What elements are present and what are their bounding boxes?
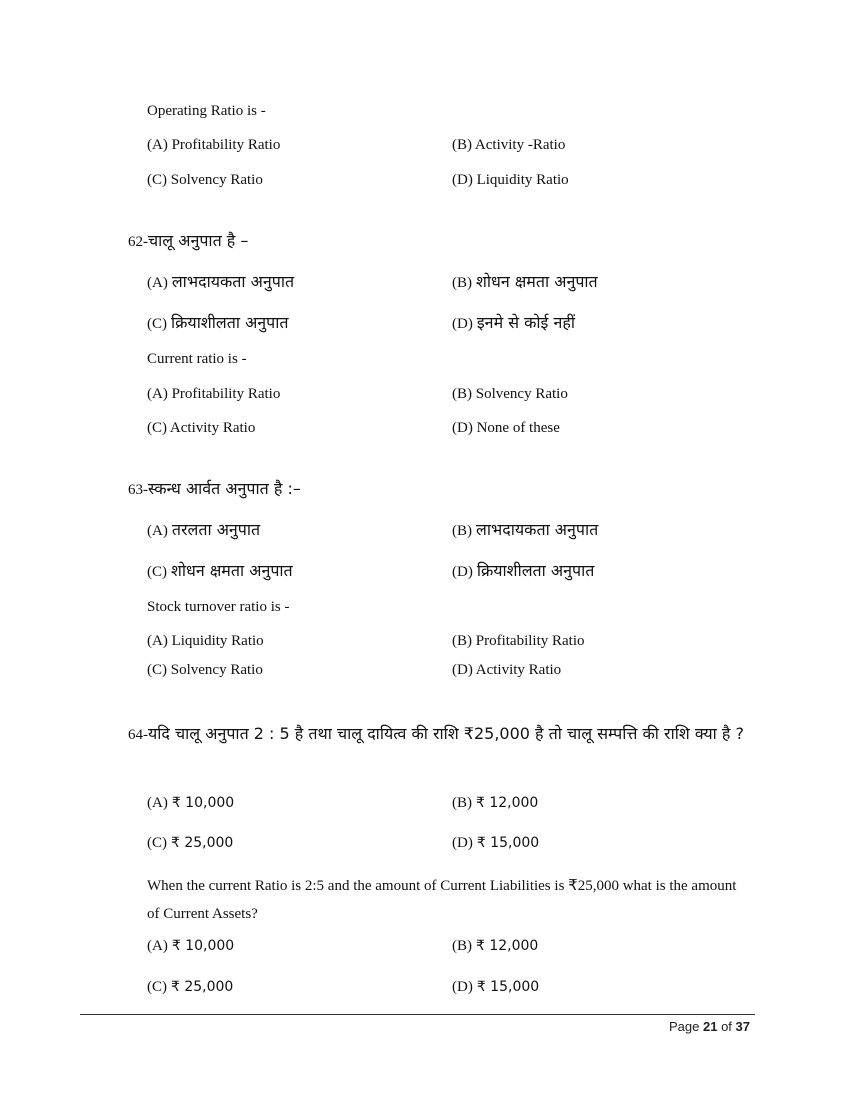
q64-en-option-a [147,937,234,955]
q64-hi-option-c [147,834,233,852]
q64-hi-option-b [452,794,538,812]
q61-en-question: Operating Ratio is - [147,103,266,119]
option-label: (C) [147,835,167,851]
option-label: (B) [452,275,472,291]
q62-hi-option-c [147,311,289,333]
q64-hi-question: यदि चालू अनुपात 2 : 5 है तथा चालू दायित्व की राशि ₹25,000 है तो चालू सम्पत्ति की राशि क्या है ? [148,724,744,743]
option-text: ₹ 12,000 [476,938,539,954]
option-label: (B) [452,795,472,811]
q61-en-option-d: (D) Liquidity Ratio [452,172,569,188]
q64-hi-option-a [147,794,234,812]
q63-hi-question: स्कन्ध आर्वत अनुपात है :– [148,479,301,498]
option-text: तरलता अनुपात [171,520,261,539]
q62-en-option-c: (C) Activity Ratio [147,420,256,436]
q62-question [128,229,248,251]
option-text: ₹ 15,000 [476,979,540,995]
option-label: (D) [452,835,473,851]
option-text: ₹ 15,000 [476,835,540,851]
option-text: ₹ 25,000 [171,979,234,995]
option-label: (C) [147,316,167,332]
q62-hi-option-b [452,270,598,292]
current-page-number: 21 [702,1019,718,1034]
option-text: ₹ 25,000 [171,835,234,851]
q64-hi-option-d [452,834,539,852]
option-text: शोधन क्षमता अनुपात [476,272,598,291]
option-text: शोधन क्षमता अनुपात [171,561,293,580]
q63-hi-option-d [452,559,594,581]
q63-hi-option-c [147,559,293,581]
of-word: of [721,1019,732,1034]
option-label: (D) [452,979,473,995]
q63-hi-option-b [452,518,598,540]
option-text: लाभदायकता अनुपात [171,272,295,291]
q62-en-option-b: (B) Solvency Ratio [452,386,568,402]
option-text: क्रियाशीलता अनुपात [171,313,289,332]
q63-question [128,477,301,499]
q64-en-option-d [452,978,539,996]
option-label: (D) [452,564,473,580]
q63-en-option-a: (A) Liquidity Ratio [147,633,264,649]
q63-en-option-d: (D) Activity Ratio [452,662,562,678]
option-label: (A) [147,523,168,539]
total-pages-number: 37 [735,1019,750,1034]
q64-en-question: When the current Ratio is 2:5 and the amount of Current Liabilities is ₹25,000 what is the amount of Current Assets? [147,878,737,922]
q62-hi-question: चालू अनुपात है – [148,231,249,250]
option-label: (A) [147,795,168,811]
option-label: (D) [452,316,473,332]
option-text: लाभदायकता अनुपात [476,520,599,539]
option-label: (B) [452,523,472,539]
q63-hi-option-a [147,518,260,540]
q61-en-option-c: (C) Solvency Ratio [147,172,263,188]
option-text: क्रियाशीलता अनुपात [476,561,595,580]
q63-en-question: Stock turnover ratio is - [147,599,290,615]
q62-hi-option-a [147,270,294,292]
option-label: (A) [147,275,168,291]
option-text: ₹ 12,000 [476,795,539,811]
q63-en-option-b: (B) Profitability Ratio [452,633,585,649]
option-text: ₹ 10,000 [171,938,235,954]
option-text: ₹ 10,000 [171,795,235,811]
q62-hi-option-d [452,311,575,333]
q62-number: 62- [128,234,148,250]
q64-question [128,718,750,751]
option-label: (B) [452,938,472,954]
q64-number: 64- [128,727,148,743]
q63-en-option-c: (C) Solvency Ratio [147,662,263,678]
footer-divider [80,1014,755,1015]
option-label: (C) [147,979,167,995]
q62-en-option-d: (D) None of these [452,420,560,436]
q64-en-option-b [452,937,538,955]
option-label: (A) [147,938,168,954]
page-word: Page [668,1019,700,1034]
q62-en-question: Current ratio is - [147,351,247,367]
q62-en-option-a: (A) Profitability Ratio [147,386,281,402]
q64-en-option-c [147,978,233,996]
page-footer [669,1019,750,1034]
q61-en-option-a: (A) Profitability Ratio [147,137,281,153]
q63-number: 63- [128,482,148,498]
option-text: इनमे से कोई नहीं [476,313,576,332]
option-label: (C) [147,564,167,580]
q61-en-option-b: (B) Activity -Ratio [452,137,566,153]
